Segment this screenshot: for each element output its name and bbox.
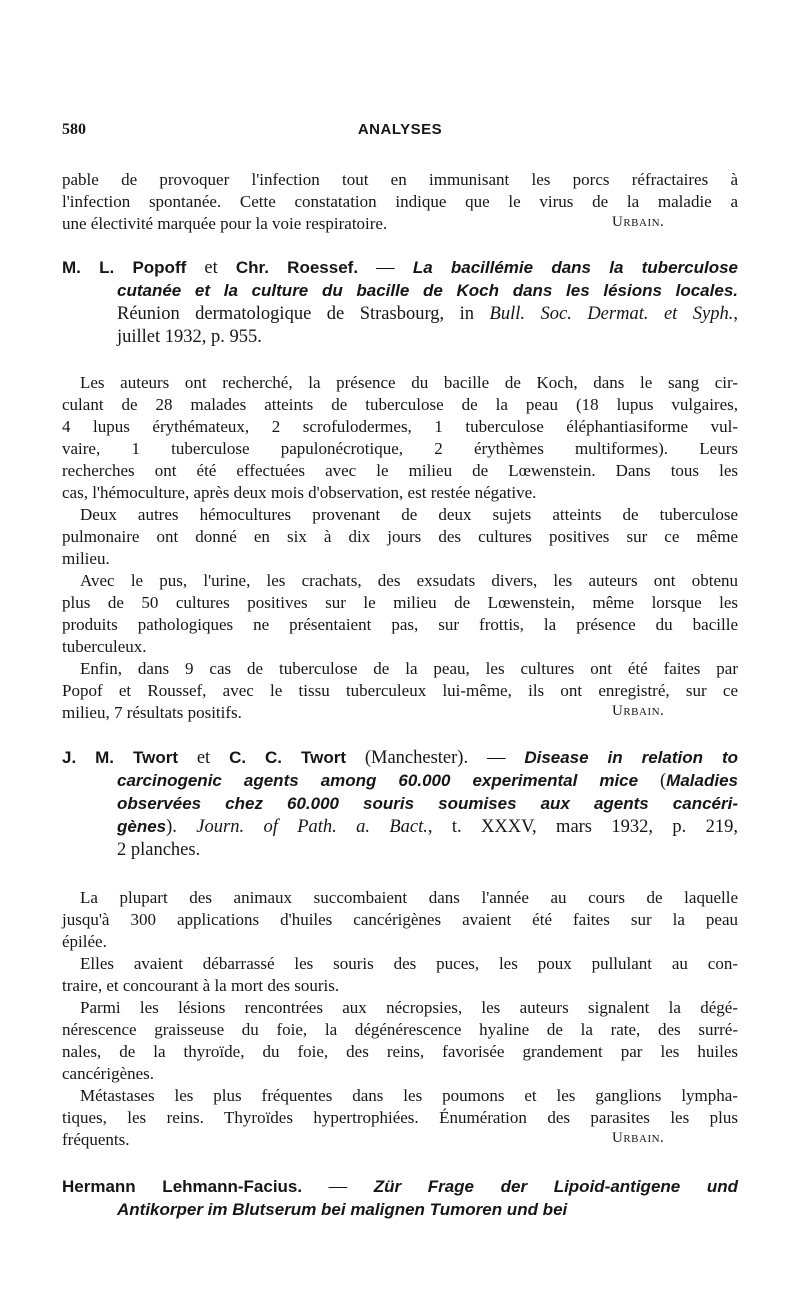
reviewer-signature: Urbain. <box>612 1130 665 1146</box>
citation-text: Journ. of Path. a. Bact. <box>196 817 428 837</box>
author-name: M. L. Popoff <box>62 258 187 277</box>
heading-line <box>117 303 738 325</box>
heading-line <box>117 326 738 348</box>
citation-text: , t. XXXV, mars 1932, p. 219, <box>427 817 738 837</box>
text-line: 4 lupus érythémateux, 2 scrofulodermes, 1 tuberculose éléphantiasiforme vul- <box>62 417 738 436</box>
running-title: ANALYSES <box>357 121 443 138</box>
text-line: tiques, les reins. Thyroïdes hypertrophiées. Énumération des parasites les plus <box>62 1108 738 1127</box>
heading-line <box>62 747 738 769</box>
article-title: observées chez 60.000 souris soumises aux agents cancéri- <box>117 794 738 813</box>
article-title: cutanée et la culture du bacille de Koch dans les lésions locales. <box>117 281 738 300</box>
text-line: traire, et concourant à la mort des souris. <box>62 976 340 995</box>
article-title: Zür Frage der Lipoid-antigene und <box>373 1177 739 1196</box>
text-line: produits pathologiques ne présentaient pas, sur frottis, la présence du bacille <box>62 615 738 634</box>
text-line: l'infection spontanée. Cette constatation indique que le virus de la maladie a <box>62 192 738 211</box>
text-line: une électivité marquée pour la voie respiratoire. <box>62 214 388 233</box>
text-line: vaire, 1 tuberculose papulonécrotique, 2 érythèmes multiformes). Leurs <box>62 439 738 458</box>
text-line: milieu. <box>62 549 110 568</box>
citation-text: ( <box>638 771 667 791</box>
citation-text: — <box>302 1177 374 1197</box>
heading-line <box>62 1176 738 1198</box>
text-line: Popof et Roussef, avec le tissu tuberculeux lui-même, ils ont enregistré, sur ce <box>62 681 738 700</box>
citation-text: juillet 1932, p. 955. <box>117 327 262 347</box>
text-line: nérescence graisseuse du foie, la dégénérescence hyaline de la rate, des surré- <box>62 1020 738 1039</box>
text-line: pulmonaire ont donné en six à dix jours des cultures positives sur ce même <box>62 527 738 546</box>
text-line: milieu, 7 résultats positifs. <box>62 703 242 722</box>
text-line: nales, de la thyroïde, du foie, des reins, favorisée grandement par les huiles <box>62 1042 738 1061</box>
text-line: épilée. <box>62 932 107 951</box>
text-line: Avec le pus, l'urine, les crachats, des exsudats divers, les auteurs ont obtenu <box>80 571 738 590</box>
heading-line <box>117 839 738 861</box>
heading-line <box>117 793 738 815</box>
text-line: fréquents. <box>62 1130 130 1149</box>
author-name: J. M. Twort <box>62 748 178 767</box>
citation-text: et <box>186 258 236 278</box>
text-line: Elles avaient débarrassé les souris des puces, les poux pullulant au con- <box>80 954 738 973</box>
article-title: Maladies <box>666 771 738 790</box>
citation-text: ). <box>166 817 197 837</box>
reviewer-signature: Urbain. <box>612 703 665 719</box>
heading-line <box>117 1199 738 1221</box>
article-title: carcinogenic agents among 60.000 experimental mice <box>117 771 639 790</box>
author-name: Chr. Roessef. <box>235 258 359 277</box>
text-line: Métastases les plus fréquentes dans les poumons et les ganglions lympha- <box>80 1086 738 1105</box>
article-title: gènes <box>117 817 167 836</box>
text-line: cas, l'hémoculture, après deux mois d'observation, est restée négative. <box>62 483 537 502</box>
article-title: La bacillémie dans la tuberculose <box>412 258 738 277</box>
citation-text: — <box>358 258 413 278</box>
article-title: Disease in relation to <box>524 748 739 767</box>
citation-text: Bull. Soc. Dermat. et Syph. <box>489 304 734 324</box>
text-line: cancérigènes. <box>62 1064 155 1083</box>
heading-line <box>117 280 738 302</box>
citation-text: (Manchester). — <box>345 748 525 768</box>
citation-text: Réunion dermatologique de Strasbourg, in <box>117 304 490 324</box>
heading-line <box>117 816 738 838</box>
citation-text: et <box>177 748 230 768</box>
text-line: recherches ont été effectuées avec le milieu de Lœwenstein. Dans tous les <box>62 461 738 480</box>
author-name: Hermann Lehmann-Facius. <box>62 1177 303 1196</box>
citation-text: , <box>733 304 738 324</box>
text-line: Parmi les lésions rencontrées aux nécropsies, les auteurs signalent la dégé- <box>80 998 738 1017</box>
article-title: Antikorper im Blutserum bei malignen Tumoren und bei <box>117 1200 568 1219</box>
text-line: jusqu'à 300 applications d'huiles cancérigènes avaient été faites sur la peau <box>62 910 738 929</box>
heading-line <box>117 770 738 792</box>
author-name: C. C. Twort <box>229 748 346 767</box>
text-line: pable de provoquer l'infection tout en immunisant les porcs réfractaires à <box>62 170 738 189</box>
citation-text: 2 planches. <box>117 840 201 860</box>
text-line: Les auteurs ont recherché, la présence du bacille de Koch, dans le sang cir- <box>80 373 738 392</box>
text-line: plus de 50 cultures positives sur le milieu de Lœwenstein, même lorsque les <box>62 593 738 612</box>
heading-line <box>62 257 738 279</box>
page-number: 580 <box>62 121 86 138</box>
text-line: Enfin, dans 9 cas de tuberculose de la peau, les cultures ont été faites par <box>80 659 738 678</box>
text-line: La plupart des animaux succombaient dans l'année au cours de laquelle <box>80 888 738 907</box>
text-line: culant de 28 malades atteints de tuberculose de la peau (18 lupus vulgaires, <box>62 395 738 414</box>
reviewer-signature: Urbain. <box>612 214 665 230</box>
text-line: Deux autres hémocultures provenant de deux sujets atteints de tuberculose <box>80 505 738 524</box>
text-line: tuberculeux. <box>62 637 147 656</box>
